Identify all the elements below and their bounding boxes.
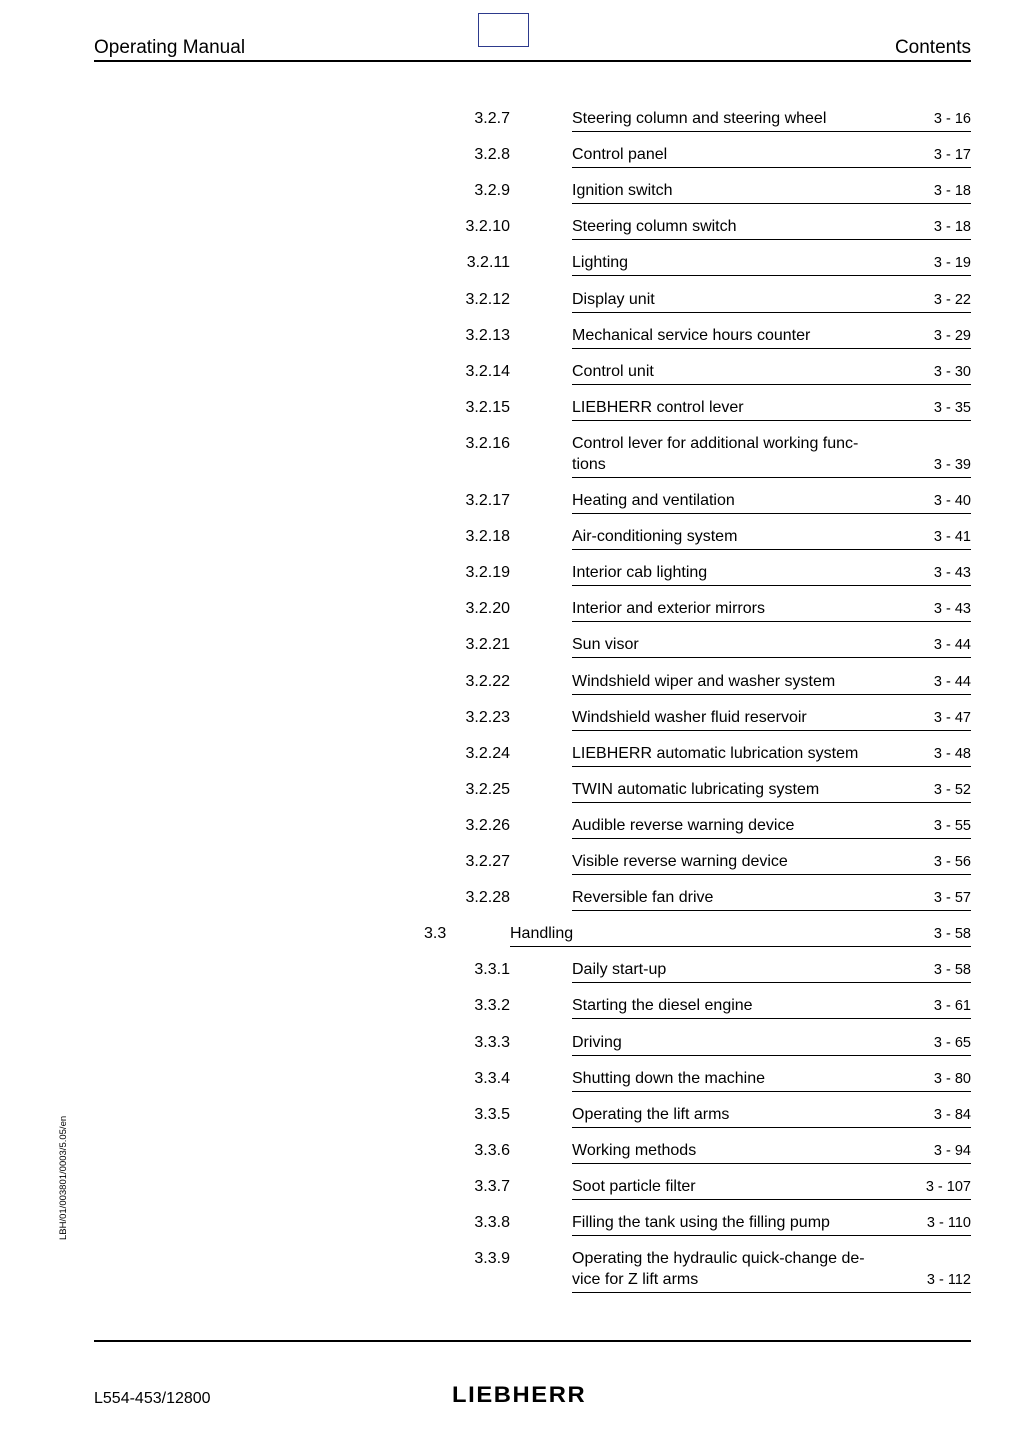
toc-entry-title: Control lever for additional working func- — [572, 435, 859, 452]
toc-entry-number: 3.2.23 — [465, 709, 510, 726]
toc-entry-page: 3 - 39 — [933, 457, 971, 473]
toc-entry-number: 3.3.3 — [474, 1034, 510, 1051]
toc-entry-page: 3 - 56 — [933, 854, 971, 870]
toc-entry-number: 3.2.24 — [465, 745, 510, 762]
toc-entry-page: 3 - 44 — [933, 637, 971, 653]
toc-entry-number: 3.2.25 — [465, 781, 510, 798]
toc-entry-page: 3 - 58 — [933, 926, 971, 942]
toc-entry-number: 3.2.12 — [465, 291, 510, 308]
toc-entry-number: 3.3 — [424, 925, 447, 942]
toc-entry-page: 3 - 43 — [933, 565, 971, 581]
toc-entry-page: 3 - 17 — [933, 147, 971, 163]
toc-entry-underline — [572, 1235, 971, 1236]
toc-entry-number: 3.2.13 — [465, 327, 510, 344]
toc-entry-underline — [572, 1127, 971, 1128]
toc-entry-underline — [572, 730, 971, 731]
toc-entry-page: 3 - 30 — [933, 364, 971, 380]
toc-entry-page: 3 - 58 — [933, 962, 971, 978]
toc-entry-number: 3.3.9 — [474, 1250, 510, 1267]
toc-entry-number: 3.2.14 — [465, 363, 510, 380]
toc-entry-title: Sun visor — [572, 636, 639, 653]
toc-entry-number: 3.2.22 — [465, 673, 510, 690]
toc-entry-underline — [572, 802, 971, 803]
toc-entry-page: 3 - 48 — [933, 746, 971, 762]
toc-entry-number: 3.2.27 — [465, 853, 510, 870]
toc-entry-number: 3.2.17 — [465, 492, 510, 509]
header-box — [478, 13, 529, 47]
toc-entry-title: Lighting — [572, 254, 629, 271]
toc-entry-underline — [572, 203, 971, 204]
toc-entry-title: LIEBHERR automatic lubrication system — [572, 745, 859, 762]
toc-entry-underline — [572, 513, 971, 514]
toc-entry-title: Windshield washer fluid reservoir — [572, 709, 807, 726]
toc-entry-title: Operating the hydraulic quick-change de- — [572, 1250, 865, 1267]
toc-entry-page: 3 - 110 — [926, 1215, 971, 1231]
toc-entry-title: Shutting down the machine — [572, 1070, 766, 1087]
toc-entry-title: Driving — [572, 1034, 622, 1051]
toc-entry-underline — [572, 621, 971, 622]
toc-entry-title: Steering column switch — [572, 218, 737, 235]
toc-entry-number: 3.3.4 — [474, 1070, 510, 1087]
toc-entry-title: Control panel — [572, 146, 668, 163]
toc-entry-number: 3.2.16 — [465, 435, 510, 452]
toc-entry-underline — [572, 1199, 971, 1200]
toc-entry-underline — [572, 1018, 971, 1019]
toc-entry-number: 3.3.8 — [474, 1214, 510, 1231]
toc-entry-number: 3.2.15 — [465, 399, 510, 416]
toc-entry-page: 3 - 52 — [933, 782, 971, 798]
toc-entry-underline — [572, 585, 971, 586]
toc-entry-number: 3.2.20 — [465, 600, 510, 617]
toc-entry-title: Interior and exterior mirrors — [572, 600, 765, 617]
toc-entry-underline — [572, 549, 971, 550]
toc-entry-number: 3.3.5 — [474, 1106, 510, 1123]
footer-divider — [94, 1340, 971, 1342]
toc-entry-title: Daily start-up — [572, 961, 667, 978]
toc-entry-number: 3.2.28 — [465, 889, 510, 906]
toc-entry-underline — [572, 167, 971, 168]
toc-entry-underline — [572, 477, 971, 478]
toc-entry-underline — [572, 910, 971, 911]
toc-entry-title: Display unit — [572, 291, 655, 308]
toc-entry-page: 3 - 41 — [933, 529, 971, 545]
toc-entry-page: 3 - 35 — [933, 400, 971, 416]
toc-entry-title: Heating and ventilation — [572, 492, 735, 509]
toc-entry-number: 3.3.1 — [474, 961, 510, 978]
logo-text: LIEBHERR — [452, 1382, 587, 1406]
toc-entry-title: Handling — [510, 925, 574, 942]
toc-entry-number: 3.3.2 — [474, 997, 510, 1014]
toc-entry-number: 3.2.19 — [465, 564, 510, 581]
toc-entry-page: 3 - 16 — [933, 111, 971, 127]
manual-title: Operating Manual — [94, 37, 246, 58]
toc-entry-number: 3.2.18 — [465, 528, 510, 545]
toc-entry-title: TWIN automatic lubricating system — [572, 781, 820, 798]
toc-entry-title: Interior cab lighting — [572, 564, 708, 581]
toc-entry-title: Starting the diesel engine — [572, 997, 753, 1014]
toc-entry-title: Audible reverse warning device — [572, 817, 795, 834]
toc-entry-underline — [572, 657, 971, 658]
toc-entry-number: 3.3.7 — [474, 1178, 510, 1195]
toc-entry-underline — [572, 312, 971, 313]
toc-entry-page: 3 - 19 — [933, 255, 971, 271]
toc-entry-page: 3 - 29 — [933, 328, 971, 344]
toc-entry-underline — [572, 348, 971, 349]
toc-entry-underline — [572, 1091, 971, 1092]
toc-entry-title: Steering column and steering wheel — [572, 110, 827, 127]
toc-entry-page: 3 - 107 — [925, 1179, 971, 1195]
liebherr-logo — [452, 1382, 614, 1406]
toc-entry-page: 3 - 40 — [933, 493, 971, 509]
toc-entry-underline — [572, 1292, 971, 1293]
toc-entry-title: Operating the lift arms — [572, 1106, 730, 1123]
toc-entry-page: 3 - 18 — [933, 219, 971, 235]
toc-entry-number: 3.2.11 — [466, 254, 510, 271]
toc-entry-underline — [572, 982, 971, 983]
toc-entry-title: Filling the tank using the filling pump — [572, 1214, 830, 1231]
toc-entry-underline — [572, 420, 971, 421]
section-title: Contents — [894, 37, 971, 58]
document-code-vertical: LBH/01/003801/0003/5.05/en — [58, 1115, 69, 1240]
toc-entry-page: 3 - 55 — [933, 818, 971, 834]
toc-entry-page: 3 - 94 — [933, 1143, 971, 1159]
toc-entry-title: Mechanical service hours counter — [572, 327, 811, 344]
toc-entry-page: 3 - 44 — [933, 674, 971, 690]
toc-entry-page: 3 - 80 — [933, 1071, 971, 1087]
toc-entry-underline — [572, 1163, 971, 1164]
toc-entry-title: Air-conditioning system — [572, 528, 738, 545]
footer-document-code: L554-453/12800 — [94, 1390, 211, 1407]
toc-entry-underline — [572, 694, 971, 695]
toc-entry-title: Reversible fan drive — [572, 889, 714, 906]
toc-entry-page: 3 - 18 — [933, 183, 971, 199]
toc-entry-title: Visible reverse warning device — [572, 853, 788, 870]
toc-entry-page: 3 - 47 — [933, 710, 971, 726]
toc-entry-underline — [510, 946, 971, 947]
toc-entry-page: 3 - 65 — [933, 1035, 971, 1051]
toc-entry-number: 3.2.9 — [474, 182, 510, 199]
toc-entry-title: Ignition switch — [572, 182, 673, 199]
toc-entry-underline — [572, 1055, 971, 1056]
toc-entry-page: 3 - 61 — [933, 998, 971, 1014]
toc-entry-page: 3 - 84 — [933, 1107, 971, 1123]
header-divider — [94, 60, 971, 62]
toc-entry-title: Working methods — [572, 1142, 697, 1159]
toc-entry-page: 3 - 22 — [933, 292, 971, 308]
toc-entry-page: 3 - 112 — [926, 1272, 971, 1288]
toc-entry-page: 3 - 43 — [933, 601, 971, 617]
toc-entry-title: Windshield wiper and washer system — [572, 673, 836, 690]
toc-entry-page: 3 - 57 — [933, 890, 971, 906]
toc-entry-number: 3.2.8 — [474, 146, 510, 163]
toc-entry-title-continued: vice for Z lift arms — [572, 1271, 699, 1288]
toc-entry-underline — [572, 384, 971, 385]
toc-entry-number: 3.2.26 — [465, 817, 510, 834]
toc-entry-underline — [572, 874, 971, 875]
toc-entry-number: 3.2.21 — [465, 636, 510, 653]
toc-entry-underline — [572, 131, 971, 132]
toc-entry-title: Control unit — [572, 363, 654, 380]
toc-entry-title-continued: tions — [572, 456, 606, 473]
toc-entry-underline — [572, 275, 971, 276]
toc-entry-number: 3.2.7 — [474, 110, 510, 127]
toc-entry-underline — [572, 838, 971, 839]
toc-entry-underline — [572, 766, 971, 767]
toc-entry-number: 3.2.10 — [465, 218, 510, 235]
toc-entry-number: 3.3.6 — [474, 1142, 510, 1159]
toc-entry-underline — [572, 239, 971, 240]
toc-entry-title: Soot particle filter — [572, 1178, 696, 1195]
toc-entry-title: LIEBHERR control lever — [572, 399, 744, 416]
